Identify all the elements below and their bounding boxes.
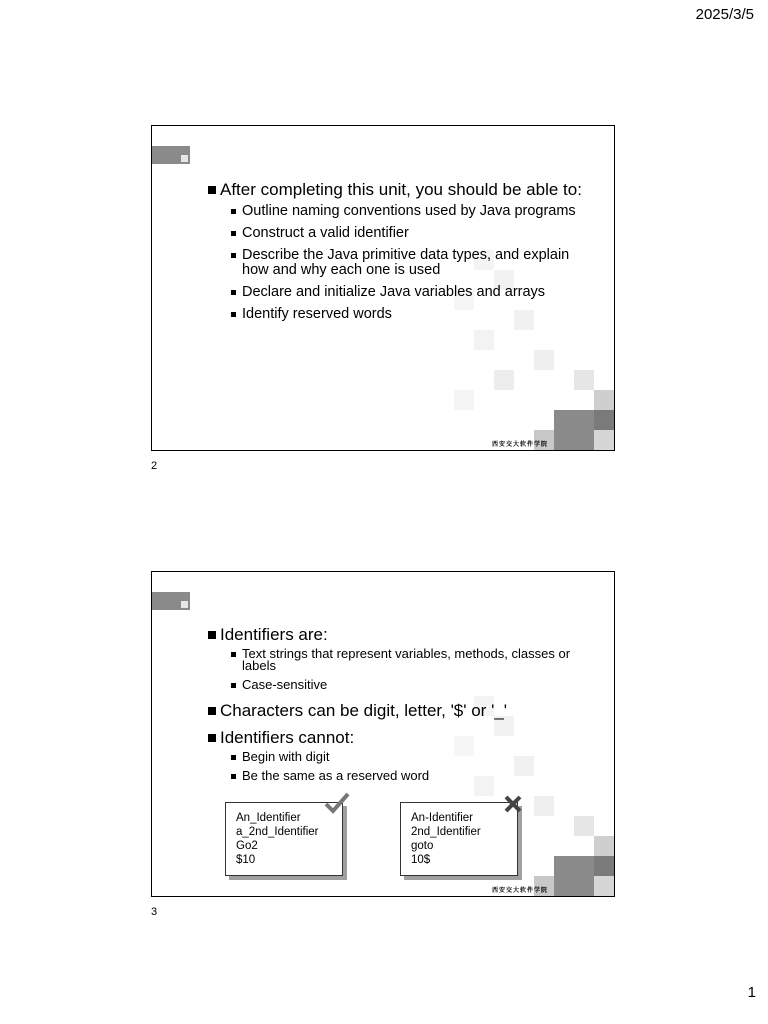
sub-bullet-item: Identify reserved words	[208, 307, 594, 322]
sub-bullet-item: Describe the Java primitive data types, and explain how and why each one is used	[208, 248, 594, 278]
decorative-tile	[594, 836, 614, 856]
decorative-tile	[474, 330, 494, 350]
decorative-tile	[494, 370, 514, 390]
sub-bullet-item: Outline naming conventions used by Java programs	[208, 204, 594, 219]
slide-number: 3	[151, 906, 158, 918]
decorative-tile	[594, 856, 614, 876]
slide-corner-tab	[152, 146, 190, 164]
decorative-tile	[594, 390, 614, 410]
identifier-example: An-Identifier	[411, 812, 474, 824]
check-icon	[324, 792, 350, 814]
slide-3	[151, 571, 615, 897]
identifier-example: 10$	[411, 854, 431, 866]
sub-bullet-item: Case-sensitive	[208, 679, 594, 691]
decorative-tile	[554, 410, 594, 450]
sub-bullet-item: Text strings that represent variables, methods, classes or labels	[208, 648, 594, 672]
decorative-tile	[534, 350, 554, 370]
identifier-example: 2nd_Identifier	[411, 826, 481, 838]
slide-number: 2	[151, 460, 158, 472]
decorative-tile	[574, 370, 594, 390]
decorative-tile	[554, 856, 594, 896]
slide-corner-tab	[152, 592, 190, 610]
sub-bullet-item: Declare and initialize Java variables and arrays	[208, 285, 594, 300]
bullet-item: Characters can be digit, letter, '$' or '_'	[208, 701, 594, 720]
bullet-item: Identifiers cannot:	[208, 728, 594, 747]
decorative-tile	[454, 390, 474, 410]
identifier-example: goto	[411, 840, 434, 852]
identifier-example: a_2nd_Identifier	[236, 826, 319, 838]
sub-bullet-item: Be the same as a reserved word	[208, 770, 594, 782]
decorative-tile	[534, 796, 554, 816]
decorative-tile	[594, 430, 614, 450]
sub-bullet-item: Construct a valid identifier	[208, 226, 594, 241]
identifier-example: An_Identifier	[236, 812, 301, 824]
invalid-identifiers-box	[400, 802, 518, 876]
institution-caption: 西安交大软件学院	[491, 887, 548, 894]
cross-icon	[503, 794, 523, 814]
decorative-tile	[594, 876, 614, 896]
sub-bullet-item: Begin with digit	[208, 751, 594, 763]
identifier-example: $10	[236, 854, 256, 866]
print-date: 2025/3/5	[695, 6, 754, 23]
identifier-example: Go2	[236, 840, 258, 852]
institution-caption: 西安交大软件学院	[491, 441, 548, 448]
page-number: 1	[747, 984, 756, 1001]
decorative-tile	[574, 816, 594, 836]
bullet-item: Identifiers are:	[208, 625, 594, 644]
bullet-item: After completing this unit, you should be able to:	[208, 180, 594, 199]
decorative-tile	[594, 410, 614, 430]
slide-2	[151, 125, 615, 451]
